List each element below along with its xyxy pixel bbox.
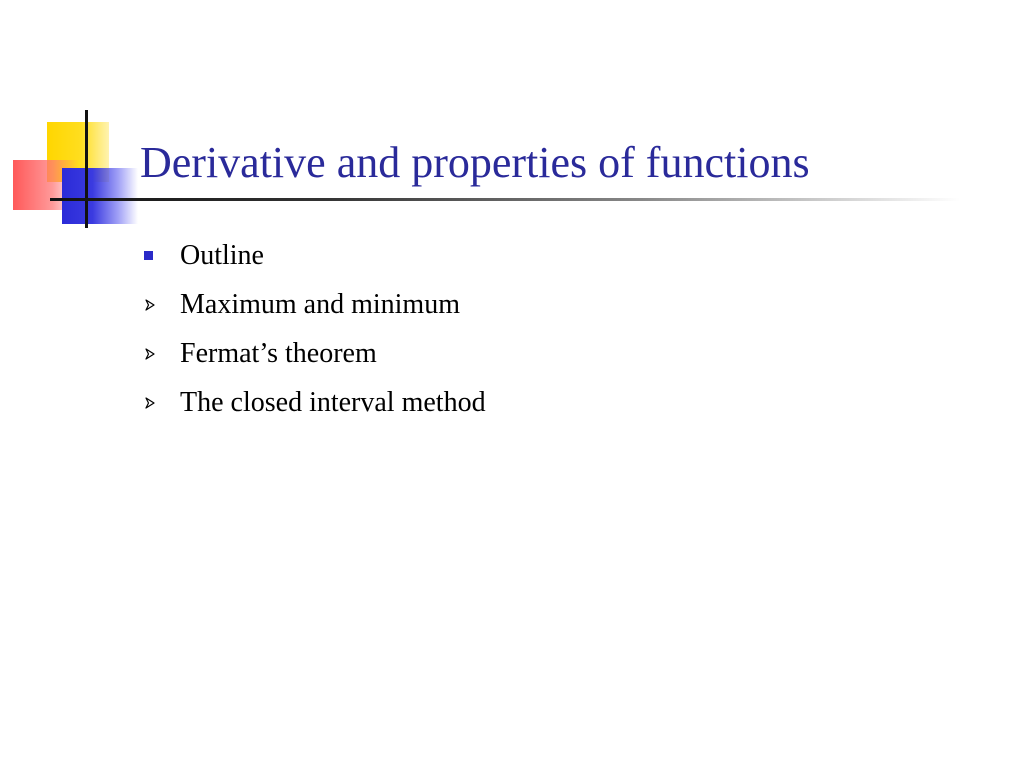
list-item-text: Maximum and minimum [180,288,460,320]
vertical-rule [85,110,88,228]
list-item [140,231,486,280]
list-item [140,280,486,329]
list-item [140,378,486,427]
list-item [140,329,486,378]
arrow-bullet-icon [140,397,180,409]
arrow-bullet-icon [140,299,180,311]
list-item-text: Fermat’s theorem [180,337,377,369]
bullet-list [140,231,486,427]
decorative-logo [0,0,160,240]
title-underline [50,198,960,201]
list-item-text: The closed interval method [180,386,486,418]
blue-square-decoration [62,168,138,224]
slide-title: Derivative and properties of functions [140,138,810,187]
arrow-bullet-icon [140,348,180,360]
list-item-text: Outline [180,239,264,271]
square-bullet-icon [140,251,180,260]
